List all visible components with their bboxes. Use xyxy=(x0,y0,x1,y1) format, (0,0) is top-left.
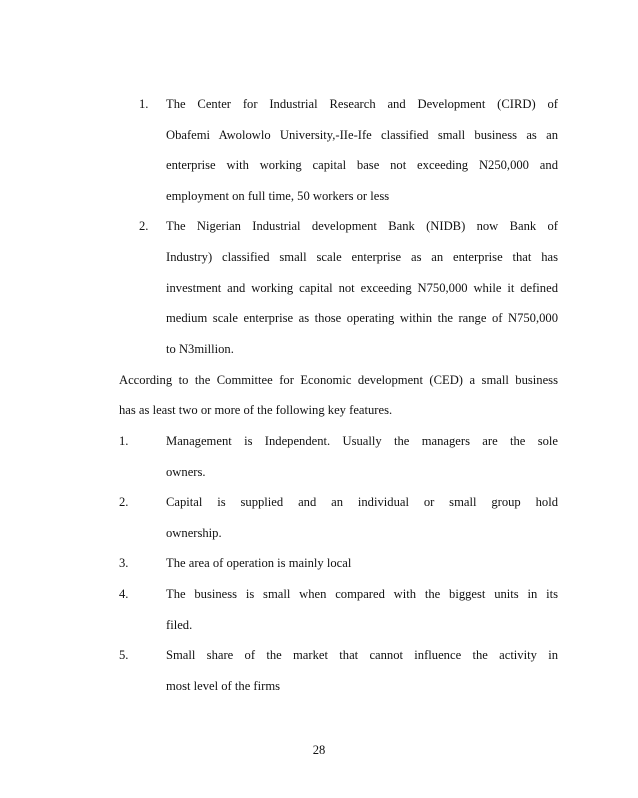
list-item-number: 2. xyxy=(119,495,129,509)
list-item-line: The Center for Industrial Research and Development (CIRD) of xyxy=(166,97,558,111)
list-item-line: ownership. xyxy=(166,526,222,540)
paragraph-line: has as least two or more of the following key features. xyxy=(119,403,393,417)
list-item-number: 2. xyxy=(139,219,149,233)
list-item-line: The business is small when compared with the biggest units in its xyxy=(166,587,558,601)
list-item-line: owners. xyxy=(166,465,206,479)
list-item-line: The area of operation is mainly local xyxy=(166,556,352,570)
list-item-line: medium scale enterprise as those operating within the range of N750,000 xyxy=(166,311,558,325)
list-item-number: 1. xyxy=(139,97,149,111)
list-item-line: employment on full time, 50 workers or less xyxy=(166,189,390,203)
list-item-line: Small share of the market that cannot influence the activity in xyxy=(166,648,558,662)
list-item-line: Capital is supplied and an individual or small group hold xyxy=(166,495,558,509)
list-item-line: Management is Independent. Usually the managers are the sole xyxy=(166,434,558,448)
list-item-line: to N3million. xyxy=(166,342,234,356)
list-item-number: 4. xyxy=(119,587,129,601)
list-item-line: enterprise with working capital base not exceeding N250,000 and xyxy=(166,158,558,172)
list-item-line: Obafemi Awolowlo University,-IIe-Ife classified small business as an xyxy=(166,128,558,142)
list-item-line: filed. xyxy=(166,618,193,632)
list-item-line: investment and working capital not exceeding N750,000 while it defined xyxy=(166,281,558,295)
list-item-line: The Nigerian Industrial development Bank (NIDB) now Bank of xyxy=(166,219,558,233)
page-number: 28 xyxy=(312,743,326,757)
list-item-line: most level of the firms xyxy=(166,679,281,693)
list-item-number: 3. xyxy=(119,556,129,570)
list-item-number: 1. xyxy=(119,434,129,448)
paragraph-line: According to the Committee for Economic development (CED) a small business xyxy=(119,373,558,387)
list-item-line: Industry) classified small scale enterprise as an enterprise that has xyxy=(166,250,558,264)
list-item-number: 5. xyxy=(119,648,129,662)
